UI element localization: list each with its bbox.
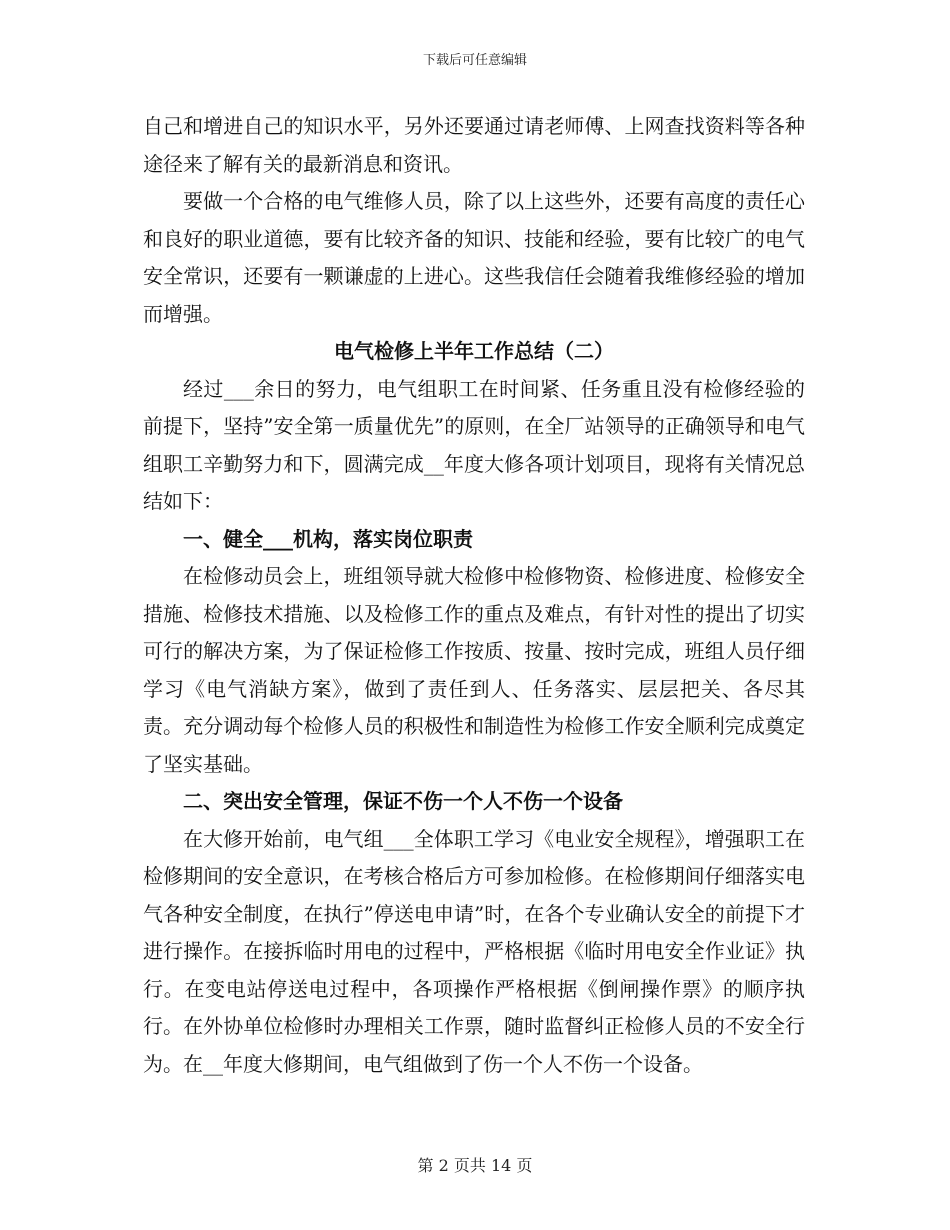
page-number: 第 2 页共 14 页 xyxy=(417,1156,533,1175)
paragraph-continued: 自己和增进自己的知识水平，另外还要通过请老师傅、上网查找资料等各种途径来了解有关的最新消息和资讯。 xyxy=(143,114,805,176)
page-header: 下载后可任意编辑 xyxy=(422,53,527,68)
heading-safety: 二、突出安全管理，保证不伤一个人不伤一个设备 xyxy=(183,789,623,813)
document-body xyxy=(143,108,805,1083)
paragraph-qualified-electrician: 要做一个合格的电气维修人员，除了以上这些外，还要有高度的责任心和良好的职业道德，要有比较齐备的知识、技能和经验，要有比较广的电气安全常识，还要有一颗谦虚的上进心。这些我信任会随着我维修经验的增加而增强。 xyxy=(143,189,805,326)
paragraph-safety-management: 在大修开始前，电气组___全体职工学习《电业安全规程》，增强职工在检修期间的安全意识，在考核合格后方可参加检修。在检修期间仔细落实电气各种安全制度，在执行”停送电申请”时，在各个专业确认安全的前提下才进行操作。在接拆临时用电的过程中，严格根据《临时用电安全作业证》执行。在变电站停送电过程中，各项操作严格根据《倒闸操作票》的顺序执行。在外协单位检修时办理相关工作票，随时监督纠正检修人员的不安全行为。在__年度大修期间，电气组做到了伤一个人不伤一个设备。 xyxy=(143,826,805,1076)
heading-organization: 一、健全___机构，落实岗位职责 xyxy=(183,526,473,551)
section-title: 电气检修上半年工作总结（二） xyxy=(334,339,614,363)
paragraph-intro: 经过___余日的努力，电气组职工在时间紧、任务重且没有检修经验的前提下，坚持”安全第一质量优先”的原则，在全厂站领导的正确领导和电气组职工辛勤努力和下，圆满完成__年度大修各项计划项目，现将有关情况总结如下： xyxy=(143,376,805,513)
paragraph-mobilization: 在检修动员会上，班组领导就大检修中检修物资、检修进度、检修安全措施、检修技术措施、以及检修工作的重点及难点，有针对性的提出了切实可行的解决方案，为了保证检修工作按质、按量、按时完成，班组人员仔细学习《电气消缺方案》，做到了责任到人、任务落实、层层把关、各尽其责。充分调动每个检修人员的积极性和制造性为检修工作安全顺利完成奠定了坚实基础。 xyxy=(143,564,805,776)
